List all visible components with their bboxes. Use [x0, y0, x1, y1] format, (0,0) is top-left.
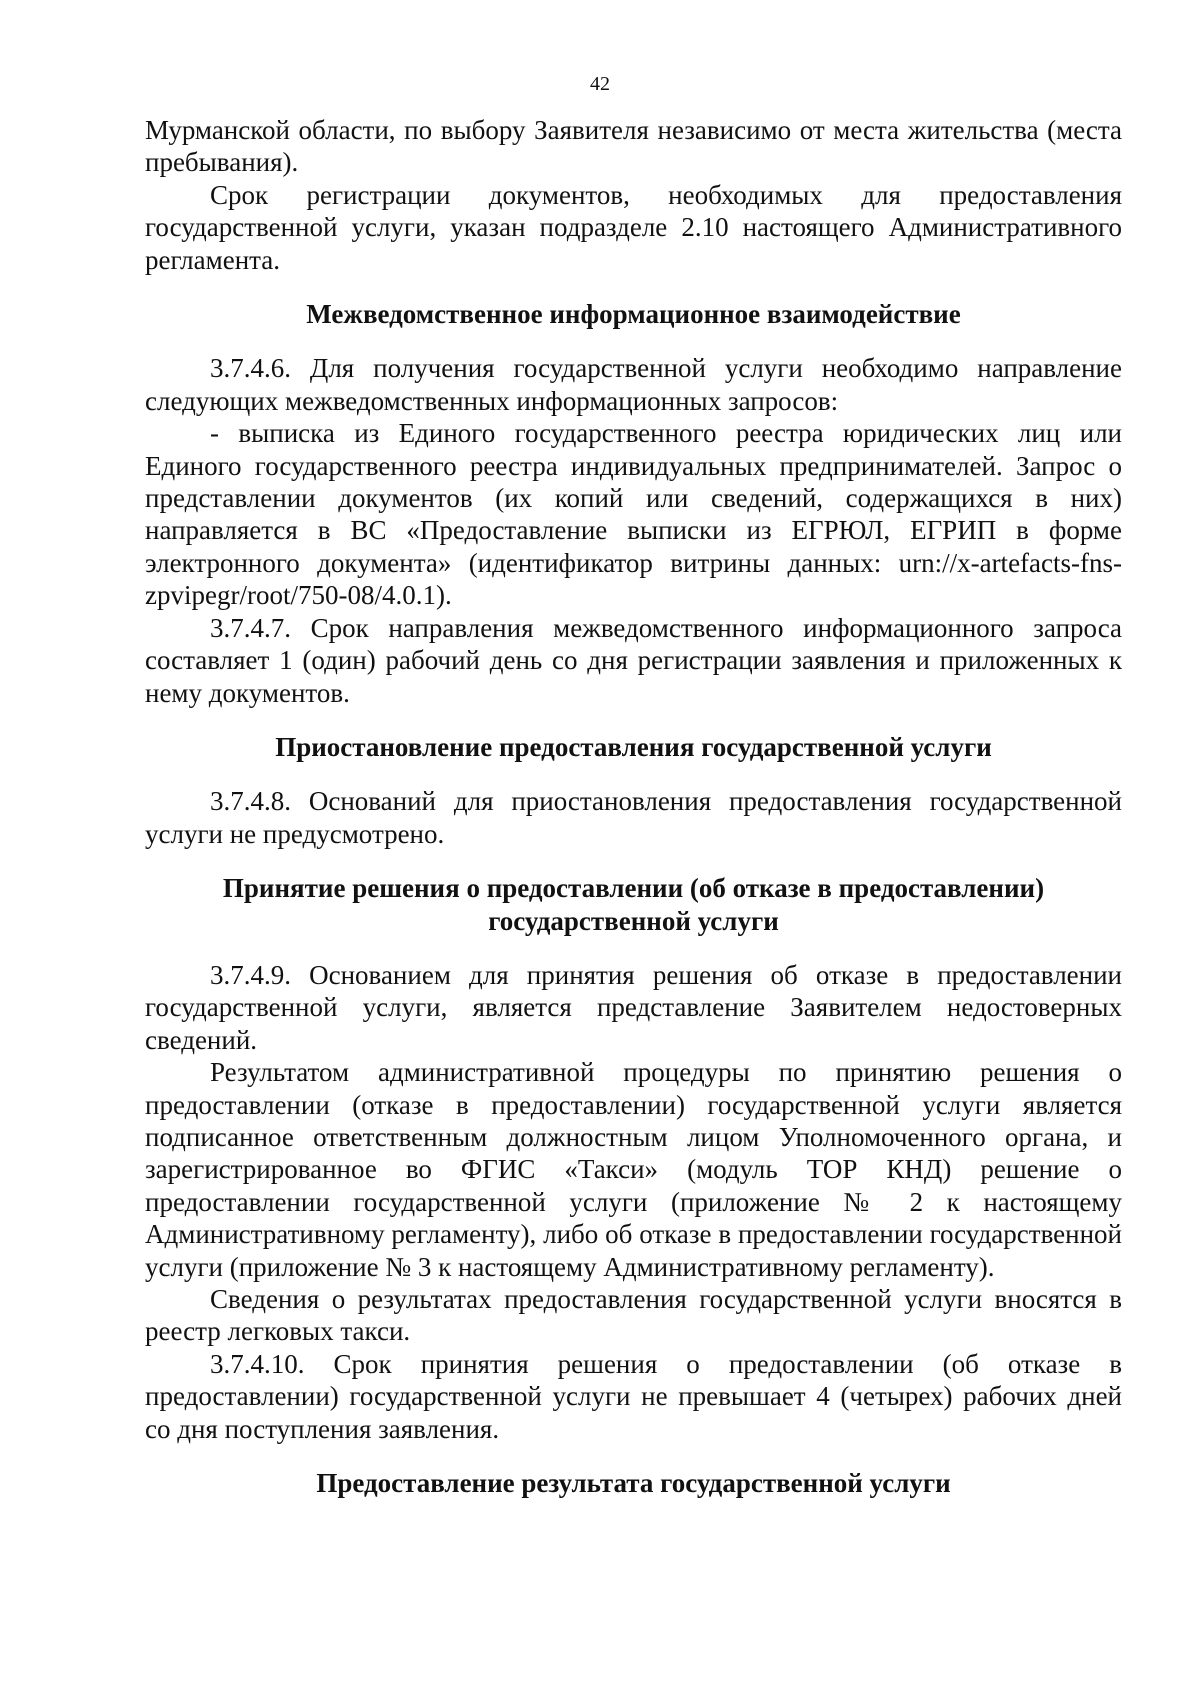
document-body	[145, 114, 1122, 1499]
paragraph-3-7-4-10: 3.7.4.10. Срок принятия решения о предоставлении (об отказе в предоставлении) государственной услуги не превышает 4 (четырех) рабочих дней со дня поступления заявления.	[145, 1348, 1122, 1444]
heading-decision-line1: Принятие решения о предоставлении (об отказе в предоставлении)	[222, 873, 1045, 904]
page-number: 42	[590, 73, 610, 95]
paragraph-3-7-4-8: 3.7.4.8. Оснований для приостановления предоставления государственной услуги не предусмотрено.	[145, 786, 1122, 849]
paragraph-registry-info: Сведения о результатах предоставления государственной услуги вносятся в реестр легковых такси.	[145, 1284, 1122, 1347]
paragraph-egrul-extract: - выписка из Единого государственного реестра юридических лиц или Единого государственного реестра индивидуальных предпринимателей. Запрос о представлении документов (их копий или сведений, содержащихся в них) направляется в ВС «Предоставление выписки из ЕГРЮЛ, ЕГРИП в форме электронного документа» (идентификатор витрины данных: urn://x-artefacts-fns-zpvipegr/root/750-08/4.0.1).	[145, 418, 1122, 611]
heading-interagency-interaction: Межведомственное информационное взаимодействие	[306, 299, 961, 330]
paragraph-procedure-result: Результатом административной процедуры по принятию решения о предоставлении (отказе в предоставлении) государственной услуги является подписанное ответственным должностным лицом Уполномоченного органа, и зарегистрированное во ФГИС «Такси» (модуль ТОР КНД) решение о предоставлении государственной услуги (приложение № 2 к настоящему Административному регламенту), либо об отказе в предоставлении государственной услуги (приложение № 3 к настоящему Административному регламенту).	[145, 1057, 1122, 1282]
paragraph-3-7-4-9: 3.7.4.9. Основанием для принятия решения об отказе в предоставлении государственной услуги, является представление Заявителем недостоверных сведений.	[145, 959, 1122, 1055]
heading-result-provision: Предоставление результата государственной услуги	[316, 1468, 951, 1499]
heading-decision	[145, 872, 1122, 937]
heading-suspension: Приостановление предоставления государственной услуги	[275, 731, 992, 762]
paragraph-continuation: Мурманской области, по выбору Заявителя независимо от места жительства (места пребывания).	[145, 115, 1122, 178]
paragraph-registration-term: Срок регистрации документов, необходимых для предоставления государственной услуги, указан подразделе 2.10 настоящего Административного регламента.	[145, 179, 1122, 275]
heading-decision-line2: государственной услуги	[488, 905, 779, 936]
paragraph-3-7-4-7: 3.7.4.7. Срок направления межведомственного информационного запроса составляет 1 (один) рабочий день со дня регистрации заявления и приложенных к нему документов.	[145, 612, 1122, 708]
paragraph-3-7-4-6: 3.7.4.6. Для получения государственной услуги необходимо направление следующих межведомственных информационных запросов:	[145, 353, 1122, 416]
